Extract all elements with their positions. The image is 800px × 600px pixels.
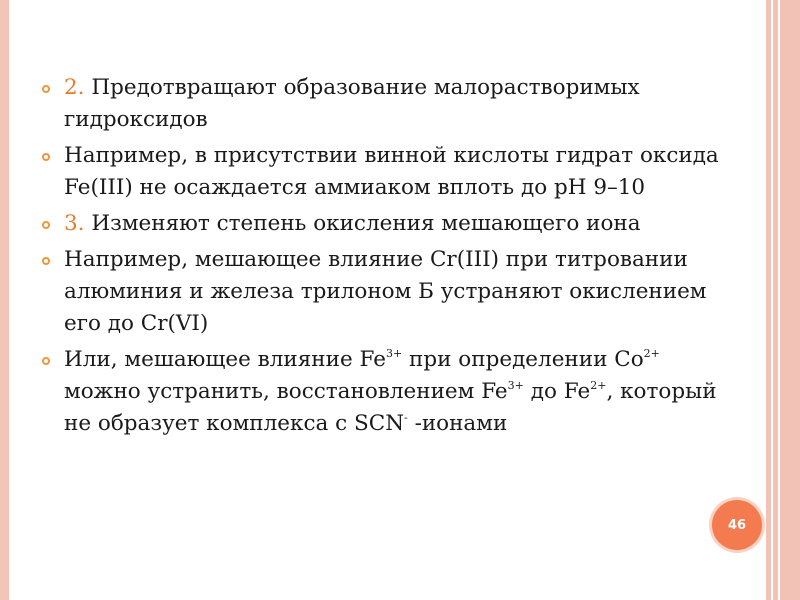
charge-superscript: - xyxy=(404,411,408,424)
list-item xyxy=(40,344,720,440)
item-number: 2. xyxy=(64,75,85,100)
charge-superscript: 2+ xyxy=(643,347,660,360)
charge-superscript: 3+ xyxy=(386,347,403,360)
bullet-icon xyxy=(42,85,50,93)
right-border-stripes xyxy=(766,0,800,600)
page-number: 46 xyxy=(727,517,747,533)
item-text-part: , который не образует комплекса с SCN xyxy=(64,379,717,436)
item-text-part: до Fe xyxy=(523,379,591,404)
item-text: Например, мешающее влияние Cr(III) при титровании алюминия и железа трилоном Б устраняют окислением его до Cr(VI) xyxy=(64,247,707,336)
charge-superscript: 2+ xyxy=(590,379,607,392)
bullet-icon xyxy=(42,153,50,161)
bullet-icon xyxy=(42,257,50,265)
item-text: Изменяют степень окисления мешающего иона xyxy=(84,211,641,236)
page-number-badge xyxy=(712,500,762,550)
charge-superscript: 3+ xyxy=(507,379,524,392)
item-text-part: при определении Co xyxy=(402,347,644,372)
item-text-part: Или, мешающее влияние Fe xyxy=(64,347,386,372)
bullet-icon xyxy=(42,357,50,365)
item-number: 3. xyxy=(64,211,85,236)
left-border-stripe xyxy=(0,0,9,600)
list-item xyxy=(40,244,720,340)
list-item xyxy=(40,140,720,204)
list-item xyxy=(40,208,720,240)
item-text: Например, в присутствии винной кислоты гидрат оксида Fe(III) не осаждается аммиаком вплоть до pH 9–10 xyxy=(64,143,719,200)
item-text: Предотвращают образование малорастворимых гидроксидов xyxy=(64,75,640,132)
bullet-icon xyxy=(42,221,50,229)
item-text-part: можно устранить, восстановлением Fe xyxy=(64,379,508,404)
bullet-list xyxy=(40,72,720,444)
list-item xyxy=(40,72,720,136)
item-text-part: -ионами xyxy=(407,411,508,436)
